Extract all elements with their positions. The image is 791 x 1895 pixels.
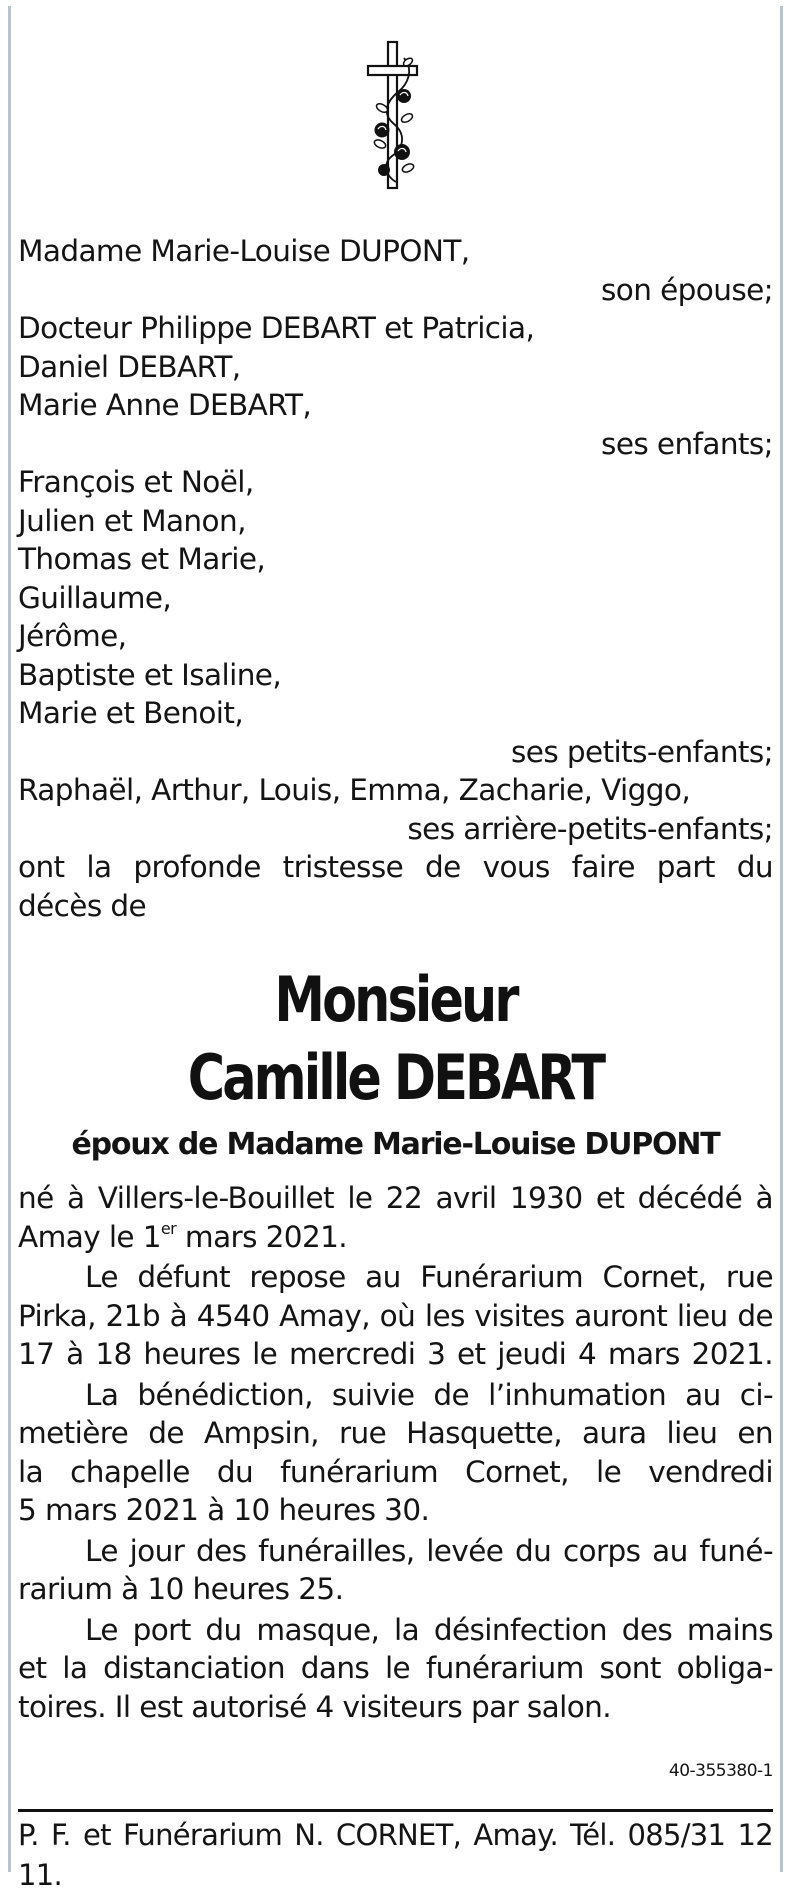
- relation-label: ses enfants;: [601, 426, 773, 461]
- ceremony-line: La bénédiction, suivie de l’inhumation au ci-: [85, 1377, 773, 1412]
- family-list: [18, 232, 773, 848]
- relation-label: ses arrière-petits-enfants;: [407, 811, 773, 846]
- sanitary-line: et la distanciation dans le funérarium sont obliga-: [18, 1651, 773, 1685]
- deceased-title: Monsieur: [274, 963, 517, 1036]
- ceremony-line: la chapelle du funérarium Cornet, le vendredi: [18, 1454, 773, 1489]
- footer-divider: [18, 1809, 773, 1812]
- death-line-post: mars 2021.: [176, 1219, 348, 1254]
- birth-line: né à Villers-le-Bouillet le 22 avril 1930 et décédé à: [18, 1181, 773, 1215]
- ceremony-line: 5 mars 2021 à 10 heures 30.: [18, 1493, 430, 1527]
- funeral-day-line: rarium à 10 heures 25.: [18, 1572, 344, 1606]
- ceremony-line: metière de Ampsin, rue Hasquette, aura lieu en: [18, 1416, 773, 1450]
- family-member: Marie Anne DEBART,: [18, 388, 312, 422]
- sanitary-line: toires. Il est autorisé 4 visiteurs par salon.: [18, 1689, 612, 1724]
- notice-body: [18, 232, 773, 1726]
- family-member: Madame Marie-Louise DUPONT,: [18, 234, 470, 268]
- ordinal-suffix: er: [160, 1218, 177, 1238]
- family-member: Julien et Manon,: [18, 503, 246, 538]
- family-member: François et Noël,: [18, 465, 254, 499]
- funeral-home-footer: P. F. et Funérarium N. CORNET, Amay. Tél. 085/31 12 11.: [18, 1818, 773, 1892]
- announcement-line: décès de: [18, 888, 147, 923]
- family-member: Guillaume,: [18, 580, 172, 615]
- family-member: Thomas et Marie,: [18, 542, 266, 576]
- repose-line: Pirka, 21b à 4540 Amay, où les visites auront lieu de: [18, 1298, 773, 1333]
- repose-line: Le défunt repose au Funérarium Cornet, rue: [85, 1260, 773, 1294]
- family-member: Baptiste et Isaline,: [18, 657, 282, 692]
- family-member: Daniel DEBART,: [18, 349, 241, 384]
- relation-label: ses petits-enfants;: [511, 734, 773, 769]
- family-member: Jérôme,: [18, 619, 127, 653]
- family-member: Marie et Benoit,: [18, 696, 244, 730]
- deceased-name-block: [18, 961, 773, 1117]
- reference-number: 40-355380-1: [668, 1761, 773, 1781]
- announcement-line: ont la profonde tristesse de vous faire part du: [18, 850, 773, 884]
- repose-line: 17 à 18 heures le mercredi 3 et jeudi 4 mars 2021.: [18, 1337, 773, 1371]
- family-member: Docteur Philippe DEBART et Patricia,: [18, 311, 535, 345]
- deceased-name: Camille DEBART: [187, 1041, 604, 1114]
- death-line: [18, 1218, 773, 1257]
- funeral-day-line: Le jour des funérailles, levée du corps au funé-: [85, 1533, 773, 1568]
- death-line-pre: Amay le 1: [18, 1219, 161, 1254]
- cross-with-roses-icon: [360, 40, 430, 190]
- family-member: Raphaël, Arthur, Louis, Emma, Zacharie, Viggo,: [18, 773, 691, 807]
- sanitary-line: Le port du masque, la désinfection des mains: [85, 1612, 773, 1647]
- deceased-spouse: époux de Madame Marie-Louise DUPONT: [71, 1127, 720, 1162]
- relation-label: son épouse;: [601, 272, 773, 307]
